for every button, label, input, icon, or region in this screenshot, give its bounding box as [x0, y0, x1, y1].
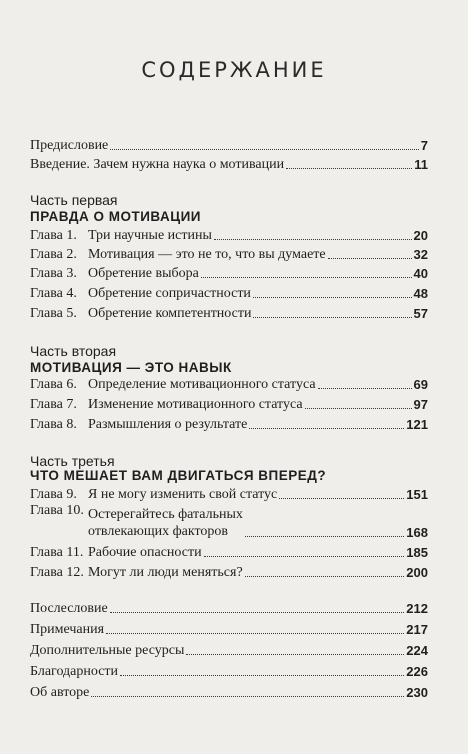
- entry-label: Об авторе: [30, 685, 90, 700]
- part-label-2: Часть вторая: [30, 343, 117, 359]
- toc-entry-chapter-5[interactable]: [30, 302, 428, 321]
- leader-dots: [110, 149, 418, 150]
- chapter-title: Могут ли люди меняться?: [88, 565, 243, 580]
- chapter-number: Глава 7.: [30, 397, 77, 412]
- leader-dots: [245, 576, 405, 577]
- page-number: 230: [406, 685, 428, 700]
- leader-dots: [253, 317, 411, 318]
- toc-entry-chapter-9[interactable]: [30, 483, 428, 502]
- page-number: 57: [413, 306, 428, 321]
- page-number: 200: [406, 565, 428, 580]
- toc-entry-resources[interactable]: [30, 639, 428, 658]
- page-number: 185: [406, 545, 428, 560]
- page-number: 212: [406, 601, 428, 616]
- chapter-number: Глава 9.: [30, 487, 77, 502]
- page-number: 97: [413, 397, 428, 412]
- part-label-1: Часть первая: [30, 192, 118, 208]
- page-number: 168: [406, 525, 428, 540]
- toc-entry-chapter-3[interactable]: [30, 262, 428, 281]
- chapter-number: Глава 12.: [30, 565, 84, 580]
- leader-dots: [201, 277, 412, 278]
- chapter-title: Определение мотивационного статуса: [88, 377, 316, 392]
- toc-entry-introduction[interactable]: [30, 153, 428, 172]
- chapter-number: Глава 6.: [30, 377, 77, 392]
- leader-dots: [245, 536, 404, 537]
- chapter-title: Я не могу изменить свой статус: [88, 487, 278, 502]
- toc-entry-preface[interactable]: [30, 134, 428, 153]
- chapter-number: Глава 2.: [30, 247, 77, 262]
- toc-entry-chapter-8[interactable]: [30, 413, 428, 432]
- toc-entry-acknowledgements[interactable]: [30, 660, 428, 679]
- leader-dots: [305, 408, 412, 409]
- leader-dots: [106, 633, 404, 634]
- part-title-3: ЧТО МЕШАЕТ ВАМ ДВИГАТЬСЯ ВПЕРЕД?: [30, 468, 327, 483]
- part-title-1: ПРАВДА О МОТИВАЦИИ: [30, 209, 201, 224]
- page-number: 48: [413, 286, 428, 301]
- toc-entry-chapter-4[interactable]: [30, 282, 428, 301]
- chapter-title-line-2: отвлекающих факторов: [88, 524, 229, 539]
- leader-dots: [318, 388, 412, 389]
- chapter-number: Глава 1.: [30, 228, 77, 243]
- leader-dots: [91, 696, 404, 697]
- page-title: СОДЕРЖАНИЕ: [141, 58, 327, 82]
- entry-label: Введение. Зачем нужна наука о мотивации: [30, 157, 285, 172]
- chapter-title-line-1: Остерегайтесь фатальных: [88, 507, 243, 522]
- page-number: 121: [406, 417, 428, 432]
- chapter-number: Глава 4.: [30, 286, 77, 301]
- chapter-title: Обретение выбора: [88, 266, 199, 281]
- leader-dots: [120, 675, 404, 676]
- toc-entry-chapter-2[interactable]: [30, 243, 428, 262]
- chapter-title: [88, 506, 243, 540]
- page-number: 11: [414, 157, 428, 172]
- page-number: 151: [406, 487, 428, 502]
- toc-entry-chapter-10[interactable]: [30, 502, 428, 540]
- chapter-number: Глава 3.: [30, 266, 77, 281]
- entry-label: Дополнительные ресурсы: [30, 643, 185, 658]
- toc-entry-chapter-11[interactable]: [30, 541, 428, 560]
- page-number: 40: [413, 266, 428, 281]
- chapter-title: Обретение сопричастности: [88, 286, 251, 301]
- leader-dots: [214, 239, 412, 240]
- chapter-number: Глава 10.: [30, 503, 84, 518]
- toc-entry-afterword[interactable]: [30, 597, 428, 616]
- page-number: 224: [406, 643, 428, 658]
- page-number: 7: [420, 138, 428, 153]
- leader-dots: [279, 498, 404, 499]
- leader-dots: [204, 556, 405, 557]
- leader-dots: [186, 654, 404, 655]
- chapter-title: Изменение мотивационного статуса: [88, 397, 303, 412]
- part-label-3: Часть третья: [30, 453, 115, 469]
- part-title-2: МОТИВАЦИЯ — ЭТО НАВЫК: [30, 360, 232, 375]
- leader-dots: [253, 297, 412, 298]
- entry-label: Послесловие: [30, 601, 108, 616]
- leader-dots: [249, 428, 404, 429]
- leader-dots: [110, 612, 405, 613]
- page-number: 20: [413, 228, 428, 243]
- page-number: 217: [406, 622, 428, 637]
- chapter-title: Мотивация — это не то, что вы думаете: [88, 247, 326, 262]
- chapter-number: Глава 8.: [30, 417, 77, 432]
- chapter-title: Обретение компетентности: [88, 306, 252, 321]
- toc-entry-notes[interactable]: [30, 618, 428, 637]
- leader-dots: [328, 258, 412, 259]
- chapter-title: Рабочие опасности: [88, 545, 202, 560]
- page-number: 32: [413, 247, 428, 262]
- toc-entry-chapter-12[interactable]: [30, 561, 428, 580]
- entry-label: Предисловие: [30, 138, 109, 153]
- toc-entry-chapter-7[interactable]: [30, 393, 428, 412]
- toc-entry-about-author[interactable]: [30, 681, 428, 700]
- leader-dots: [286, 168, 412, 169]
- chapter-title: Размышления о результате: [88, 417, 248, 432]
- chapter-number: Глава 11.: [30, 545, 84, 560]
- chapter-title: Три научные истины: [88, 228, 212, 243]
- chapter-number: Глава 5.: [30, 306, 77, 321]
- entry-label: Благодарности: [30, 664, 119, 679]
- page-number: 69: [413, 377, 428, 392]
- entry-label: Примечания: [30, 622, 105, 637]
- page-number: 226: [406, 664, 428, 679]
- toc-entry-chapter-6[interactable]: [30, 373, 428, 392]
- toc-entry-chapter-1[interactable]: [30, 224, 428, 243]
